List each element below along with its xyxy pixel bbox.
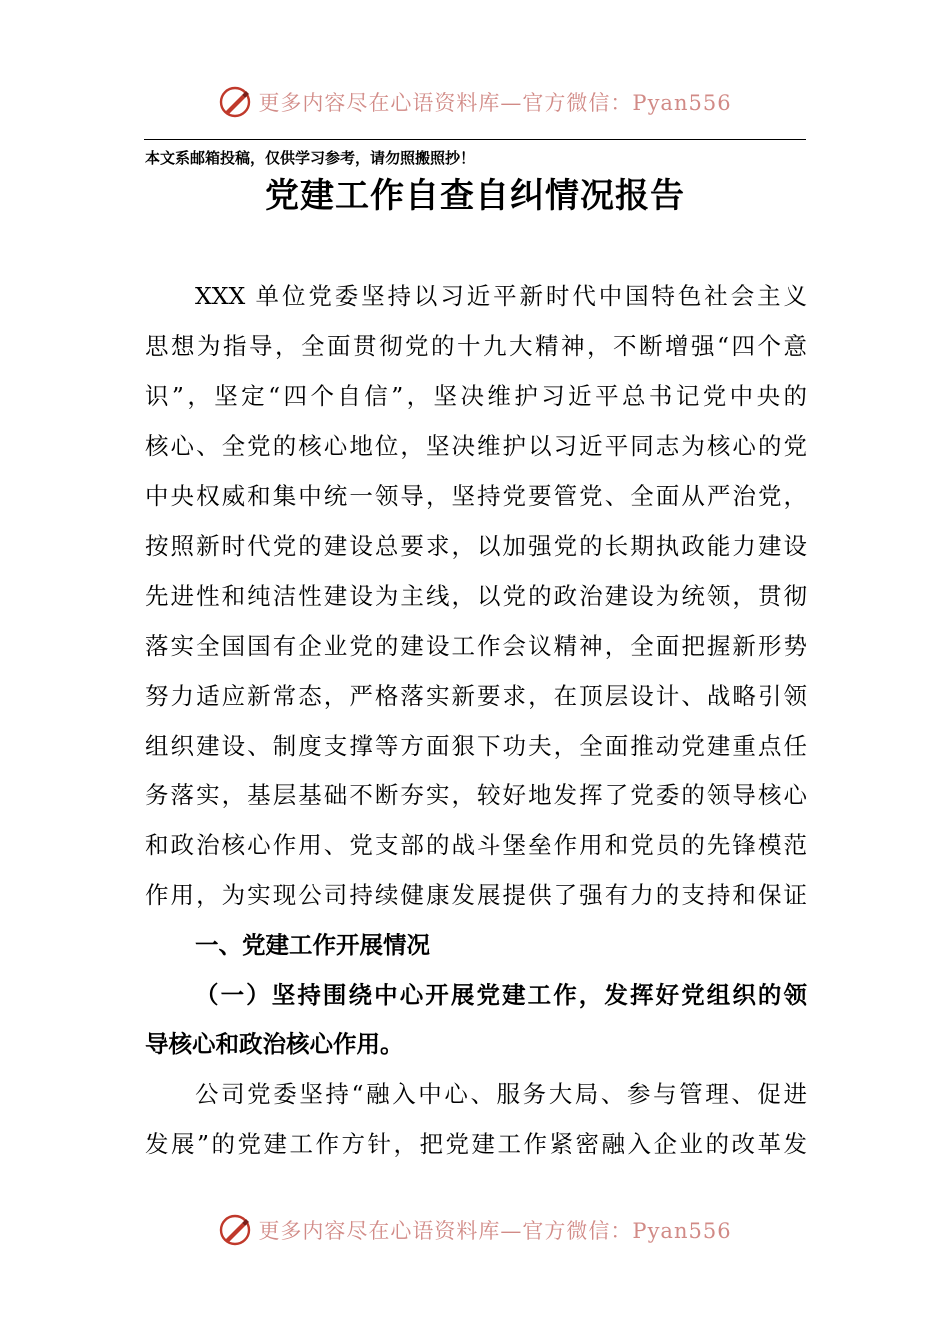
subsection-heading-line: 导核心和政治核心作用。	[145, 1030, 404, 1058]
section-heading: 一、党建工作开展情况	[195, 931, 430, 959]
text-line: 按照新时代党的建设总要求，以加强党的长期执政能力建设	[145, 532, 807, 560]
text-line: 组织建设、制度支撑等方面狠下功夫，全面推动党建重点任	[145, 732, 807, 760]
text-line: 公司党委坚持“融入中心、服务大局、参与管理、促进	[195, 1080, 807, 1108]
watermark-text: 更多内容尽在心语资料库—官方微信：Pyan556	[258, 91, 732, 115]
text-line: 核心、全党的核心地位，坚决维护以习近平同志为核心的党	[145, 432, 807, 460]
watermark-text: 更多内容尽在心语资料库—官方微信：Pyan556	[258, 1219, 732, 1243]
header-divider	[144, 139, 806, 140]
subsection-heading-line: （一）坚持围绕中心开展党建工作，发挥好党组织的领	[195, 981, 807, 1009]
text-line: 务落实，基层基础不断夯实，较好地发挥了党委的领导核心	[145, 781, 807, 809]
text-line: 作用，为实现公司持续健康发展提供了强有力的支持和保证	[145, 881, 807, 909]
text-line: 发展”的党建工作方针，把党建工作紧密融入企业的改革发	[145, 1130, 807, 1158]
text-line: 和政治核心作用、党支部的战斗堡垒作用和党员的先锋模范	[145, 831, 807, 859]
text-line: 思想为指导，全面贯彻党的十九大精神，不断增强“四个意	[145, 332, 807, 360]
submission-notice: 本文系邮箱投稿，仅供学习参考，请勿照搬照抄！	[145, 149, 476, 167]
text-line: 努力适应新常态，严格落实新要求，在顶层设计、战略引领	[145, 682, 807, 710]
text-line: 中央权威和集中统一领导，坚持党要管党、全面从严治党，	[145, 482, 807, 510]
text-line: 先进性和纯洁性建设为主线，以党的政治建设为统领，贯彻	[145, 582, 807, 610]
text-line: XXX 单位党委坚持以习近平新时代中国特色社会主义	[195, 282, 807, 310]
text-line: 落实全国国有企业党的建设工作会议精神，全面把握新形势	[145, 632, 807, 660]
header-watermark-banner	[0, 82, 950, 122]
pen-circle-logo-icon	[218, 1213, 252, 1247]
pen-circle-logo-icon	[218, 85, 252, 119]
document-title: 党建工作自查自纠情况报告	[265, 176, 685, 216]
text-line: 识”，坚定“四个自信”，坚决维护习近平总书记党中央的	[145, 382, 807, 410]
footer-watermark-banner	[0, 1210, 950, 1250]
